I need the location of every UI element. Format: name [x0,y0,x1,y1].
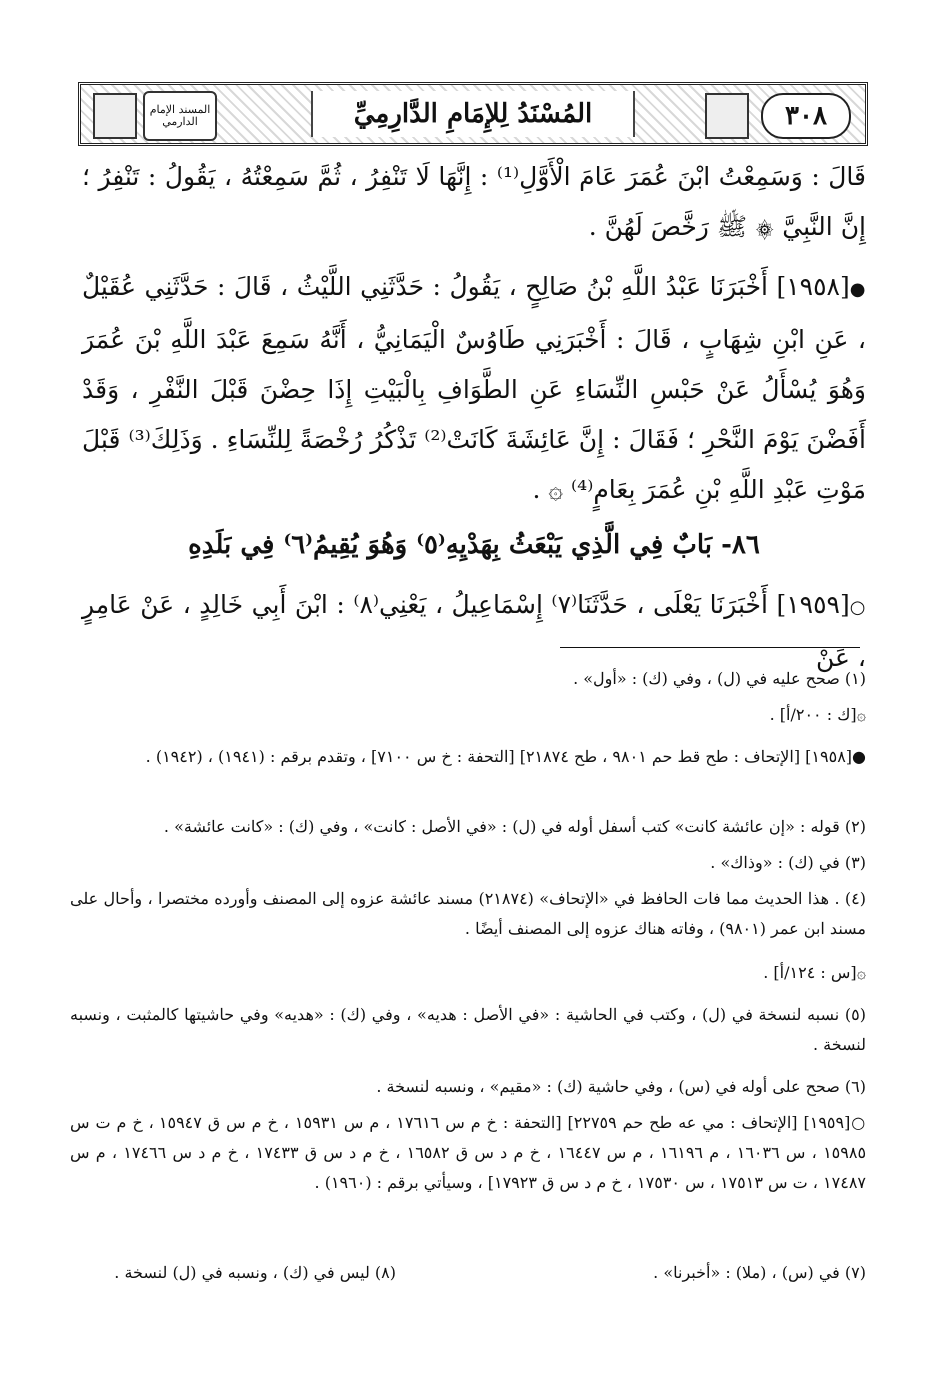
page-header [78,82,868,146]
hadith-1958-text: [١٩٥٨] أَخْبَرَنَا عَبْدُ اللَّهِ بْنُ صَالِحٍ ، يَقُولُ : حَدَّثَنِي اللَّيْثُ ، قَالَ : حَدَّثَنِي عُقَيْلٌ ، عَنِ ابْنِ شِهَابٍ ، قَالَ : أَخْبَرَنِي طَاوُسٌ الْيَمَانِيُّ ، أَنَّهُ سَمِعَ عَبْدَ اللَّهِ بْنَ عُمَرَ وَهُوَ يُسْأَلُ عَنْ حَبْسِ النِّسَاءِ عَنِ الطَّوَافِ بِالْبَيْتِ إِذَا حِضْنَ قَبْلَ النَّفْرِ ، وَقَدْ أَفَضْنَ يَوْمَ النَّحْرِ ؛ فَقَالَ : إِنَّ عَائِشَةَ كَانَتْ⁽²⁾ تَذْكُرُ رُخْصَةً لِلنِّسَاءِ . وَذَلِكَ⁽³⁾ قَبْلَ مَوْتِ عَبْدِ اللَّهِ بْنِ عُمَرَ بِعَامٍ⁽⁴⁾ ۞ . [82,272,866,504]
book-seal: المسند الإمام الدارمي [143,91,217,141]
running-title: المُسْنَدُ لِلإِمَامِ الدَّارِمِيِّ [311,91,635,137]
hadith-continuation: قَالَ : وَسَمِعْتُ ابْنَ عُمَرَ عَامَ الْأَوَّلِ⁽¹⁾ : إِنَّهَا لَا تَنْفِرُ ، ثُمَّ سَمِعْتُهُ ، يَقُولُ : تَنْفِرُ ؛ إِنَّ النَّبِيَّ ۞ ﷺ رَخَّصَ لَهُنَّ . [82,162,867,241]
manuscript-ref-s: ۞[س : ١٢٤/أ] . [763,963,866,982]
footnote-4: (٤) . هذا الحديث مما فات الحافظ في «الإتحاف» (٢١٨٧٤) مسند عائشة عزوه إلى المصنف وأورده مختصرا ، وأحال على مسند ابن عمر (٩٨٠١) ، وفاته هناك عزوه إلى المصنف أيضًا . [70,889,866,938]
footnote-1: (١) صحح عليه في (ل) ، وفي (ك) : «أول» . [573,669,866,688]
footnote-divider [560,647,860,648]
footnote-6: (٦) صحح على أوله في (س) ، وفي حاشية (ك) : «مقيم» ، ونسبه لنسخة . [376,1077,866,1096]
takhrij-1959: ○[١٩٥٩] [الإتحاف : مي عه طح حم ٢٢٧٥٩] [التحفة : خ م س ١٧٦١٦ ، م س ١٥٩٣١ ، خ م س ق ١٥٩٤٧ ، خ م ت س ١٥٩٨٥ ، س ١٦٠٣٦ ، م ١٦١٩٦ ، م س ١٦٤٤٧ ، خ م د س ق ١٦٥٨٢ ، خ م د س ق ١٧٤٣٣ ، خ م د س ١٧٤٦٦ ، م س ١٧٤٨٧ ، ت س ١٧٥١٣ ، س ١٧٥٣٠ ، خ م د س ق ١٧٩٢٣] ، وسيأتي برقم : (١٩٦٠) . [70,1113,867,1192]
takhrij-1958: ●[١٩٥٨] [الإتحاف : طح قط حم ٩٨٠١ ، طح ٢١٨٧٤] [التحفة : خ س ٧١٠٠] ، وتقدم برقم : (١٩٤١) ، (١٩٤٢) . [145,747,866,766]
footnote-8: (٨) ليس في (ك) ، ونسبه في (ل) لنسخة . [114,1263,396,1282]
ornament-left-icon [93,93,137,139]
hadith-bullet: ● [849,279,866,300]
ornament-right-icon [705,93,749,139]
hadith-1959-text: [١٩٥٩] أَخْبَرَنَا يَعْلَى ، حَدَّثَنَا⁽٧⁾ إِسْمَاعِيلُ ، يَعْنِي⁽٨⁾ : ابْنَ أَبِي خَالِدٍ ، عَنْ عَامِرٍ ، عَنْ [82,590,866,672]
hadith-1958 [82,262,866,515]
footnote-5: (٥) نسبه لنسخة في (ل) ، وكتب في الحاشية : «في الأصل : هديه» ، وفي (ك) : «هديه» وفي حاشيتها كالمثبت ، ونسبه لنسخة . [70,1005,866,1054]
hadith-bullet: ○ [849,597,866,618]
footnote-2: (٢) قوله : «إن عائشة كانت» كتب أسفل أوله في (ل) : «في الأصل : كانت» ، وفي (ك) : «كانت عائشة» . [163,817,866,836]
manuscript-ref-k: ۞[ك : ٢٠٠/أ] . [769,705,866,724]
footnote-7: (٧) في (س) ، (ملا) : «أخبرنا» . [653,1263,866,1282]
footnote-3: (٣) في (ك) : «وذاك» . [710,853,866,872]
page-number: ٣٠٨ [761,93,851,139]
chapter-heading: ٨٦- بَابٌ فِي الَّذِي يَبْعَثُ بِهَدْيِهِ⁽٥⁾ وَهُوَ يُقِيمُ⁽٦⁾ فِي بَلَدِهِ [188,530,760,560]
